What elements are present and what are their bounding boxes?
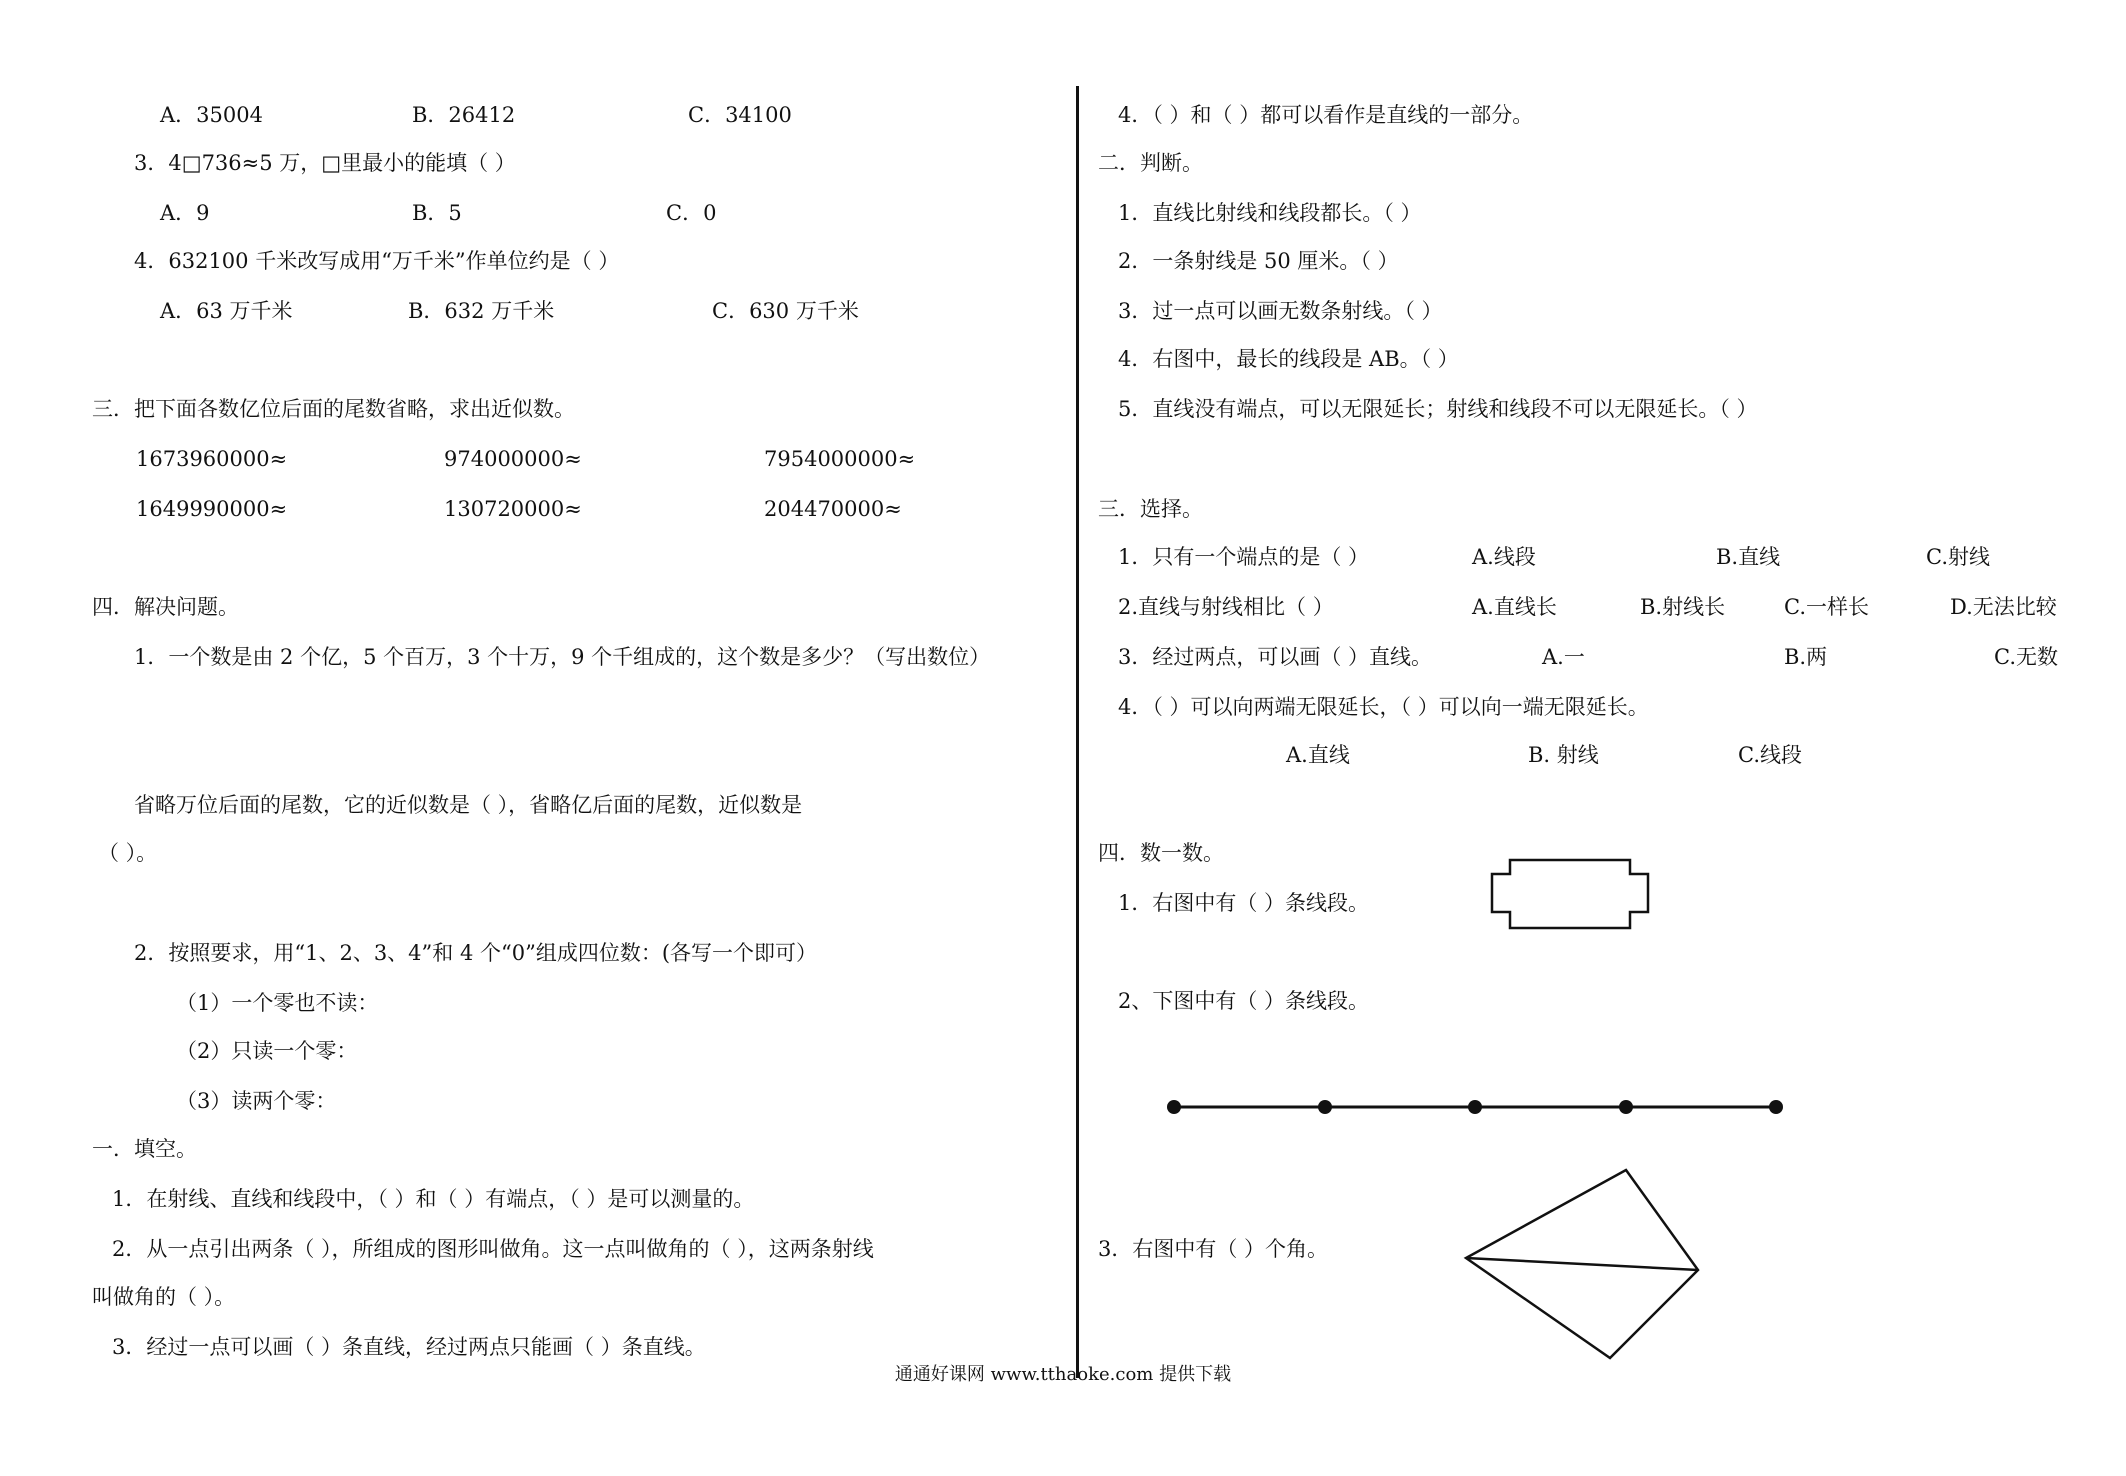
choice-option: B.直线 [1716, 545, 1781, 569]
notched-rectangle-figure [1490, 858, 1660, 930]
option-b: B．5 [412, 201, 462, 225]
choice-option: A.直线长 [1472, 595, 1557, 619]
option-a: A．35004 [160, 103, 263, 127]
choose-question-3: 3．经过两点，可以画（ ）直线。 [1118, 645, 1433, 669]
question-4: 4．632100 千米改写成用“万千米”作单位约是（ ） [134, 249, 620, 273]
approx-item: 974000000≈ [444, 447, 582, 471]
choice-option: D.无法比较 [1950, 595, 2057, 619]
choice-option: B. 射线 [1528, 743, 1599, 767]
judge-item: 5．直线没有端点，可以无限延长；射线和线段不可以无限延长。（ ） [1118, 397, 1758, 421]
count-question-2: 2、下图中有（ ）条线段。 [1118, 989, 1370, 1013]
question-4: 4．（ ）和（ ）都可以看作是直线的一部分。 [1118, 103, 1534, 127]
choose-question-1: 1．只有一个端点的是（ ） [1118, 545, 1370, 569]
line-with-points-figure [1160, 1094, 1790, 1120]
question-3: 3．4□736≈5 万，□里最小的能填（ ） [134, 151, 516, 175]
section-3-title: 三．把下面各数亿位后面的尾数省略，求出近似数。 [92, 397, 575, 421]
option-c: C．0 [666, 201, 717, 225]
problem-2-part-1: （1）一个零也不读： [176, 991, 379, 1015]
approx-item: 1649990000≈ [136, 497, 288, 521]
judge-section-title: 二．判断。 [1098, 151, 1203, 175]
choice-option: A.线段 [1472, 545, 1536, 569]
option-c: C．630 万千米 [712, 299, 859, 323]
fill-question-3: 3．经过一点可以画（ ）条直线，经过两点只能画（ ）条直线。 [112, 1335, 706, 1359]
angle-kite-figure [1462, 1166, 1712, 1362]
choice-option: A.一 [1542, 645, 1585, 669]
choice-option: C.一样长 [1784, 595, 1869, 619]
choice-option: B.两 [1784, 645, 1828, 669]
approx-item: 1673960000≈ [136, 447, 288, 471]
approx-item: 7954000000≈ [764, 447, 916, 471]
choose-section-title: 三．选择。 [1098, 497, 1203, 521]
problem-2-part-3: （3）读两个零： [176, 1089, 337, 1113]
problem-1: 1．一个数是由 2 个亿，5 个百万，3 个十万，9 个千组成的，这个数是多少？（写出数位） [134, 645, 991, 669]
choose-question-4: 4．（ ）可以向两端无限延长，（ ）可以向一端无限延长。 [1118, 695, 1649, 719]
fill-section-title: 一．填空。 [92, 1137, 197, 1161]
choice-option: C.线段 [1738, 743, 1802, 767]
problem-2: 2．按照要求，用“1、2、3、4”和 4 个“0”组成四位数：(各写一个即可） [134, 941, 818, 965]
fill-question-1: 1．在射线、直线和线段中，（ ）和（ ）有端点，（ ）是可以测量的。 [112, 1187, 755, 1211]
fill-question-2: 2．从一点引出两条（ ），所组成的图形叫做角。这一点叫做角的（ ），这两条射线 [112, 1237, 874, 1261]
count-question-1: 1．右图中有（ ）条线段。 [1118, 891, 1370, 915]
problem-2-part-2: （2）只读一个零： [176, 1039, 358, 1063]
option-b: B．26412 [412, 103, 516, 127]
judge-item: 1．直线比射线和线段都长。（ ） [1118, 201, 1422, 225]
choice-option: A.直线 [1286, 743, 1350, 767]
option-c: C．34100 [688, 103, 792, 127]
problem-1-continued: 省略万位后面的尾数，它的近似数是（ ），省略亿后面的尾数，近似数是 [134, 793, 803, 817]
problem-1-answer: （ ）。 [98, 841, 158, 865]
choice-option: B.射线长 [1640, 595, 1726, 619]
choice-option: C.射线 [1926, 545, 1990, 569]
option-a: A．63 万千米 [160, 299, 293, 323]
approx-item: 130720000≈ [444, 497, 582, 521]
footer-credit: 通通好课网 www.tthaoke.com 提供下载 [894, 1364, 1232, 1385]
section-4-title: 四．解决问题。 [92, 595, 239, 619]
option-a: A．9 [160, 201, 210, 225]
option-b: B．632 万千米 [408, 299, 555, 323]
count-section-title: 四．数一数。 [1098, 841, 1224, 865]
count-question-3: 3．右图中有（ ）个角。 [1098, 1237, 1329, 1261]
column-divider [1076, 86, 1079, 1378]
approx-item: 204470000≈ [764, 497, 902, 521]
judge-item: 4．右图中，最长的线段是 AB。（ ） [1118, 347, 1459, 371]
choice-option: C.无数 [1994, 645, 2058, 669]
choose-question-2: 2.直线与射线相比（ ） [1118, 595, 1334, 619]
judge-item: 3．过一点可以画无数条射线。（ ） [1118, 299, 1443, 323]
fill-question-2-continued: 叫做角的（ ）。 [92, 1285, 236, 1309]
judge-item: 2．一条射线是 50 厘米。（ ） [1118, 249, 1399, 273]
